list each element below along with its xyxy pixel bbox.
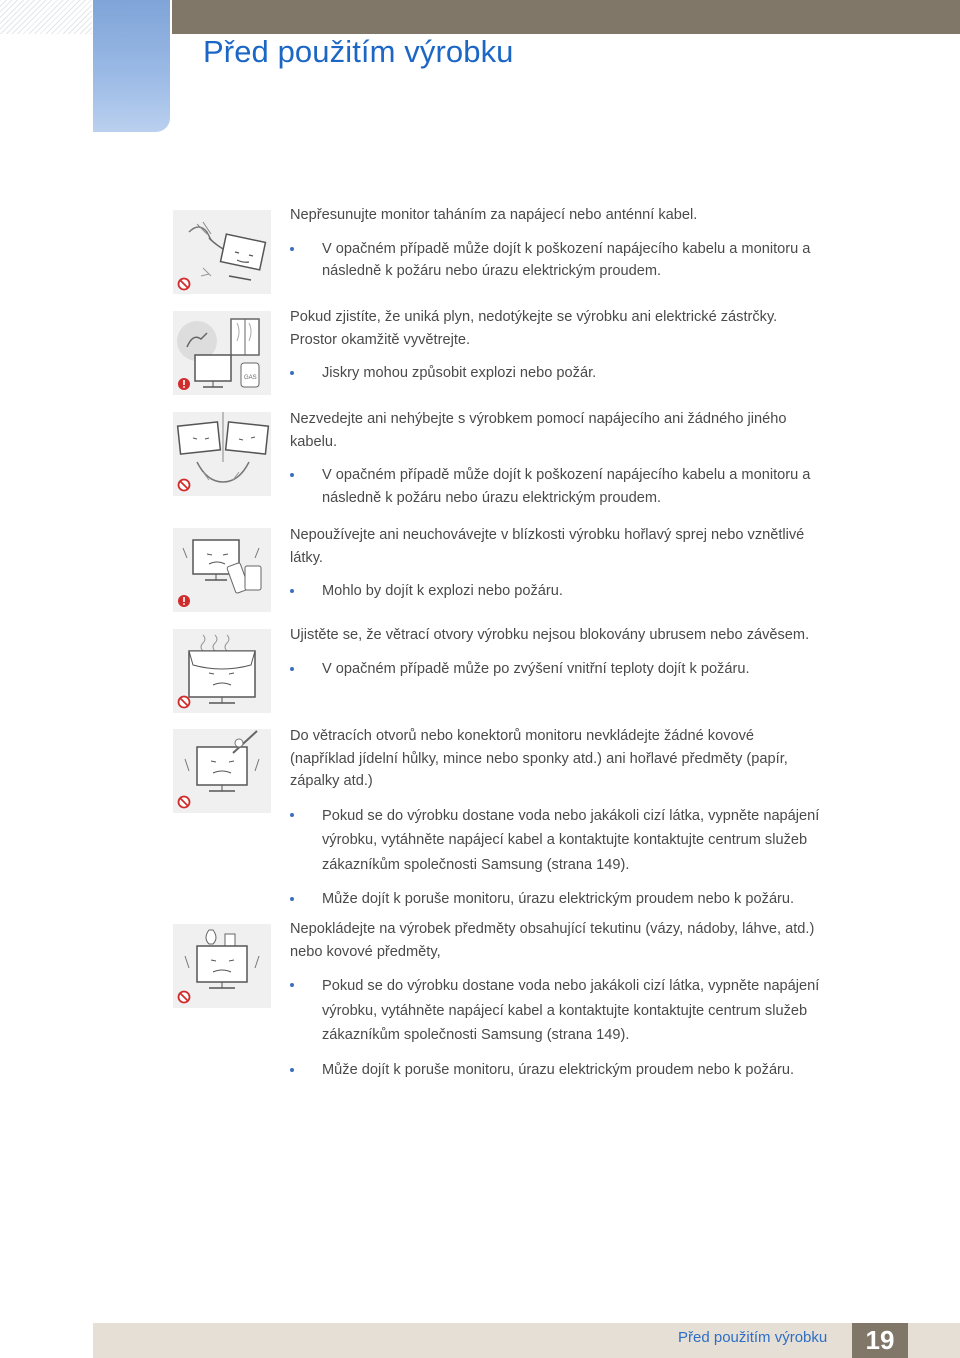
illustration-blocked-vents	[173, 629, 271, 713]
warning-icon	[177, 594, 191, 608]
header-tab	[93, 0, 170, 132]
section-5: Ujistěte se, že větrací otvory výrobku nejsou blokovány ubrusem nebo závěsem. V opačném případě může po zvýšení vnitřní teploty dojít k požáru.	[290, 624, 890, 680]
section-1: Nepřesunujte monitor taháním za napájecí nebo anténní kabel. V opačném případě může dojít k poškození napájecího kabelu a monitoru a následně k požáru nebo úrazu elektrickým proudem.	[290, 204, 890, 283]
illustration-pulling-cable	[173, 210, 271, 294]
section-6: Do větracích otvorů nebo konektorů monitoru nevkládejte žádné kovové (například jídelní hůlky, mince nebo sponky atd.) ani hořlavé předměty (papír, zápalky atd.) Pokud se do výrobku dostane voda nebo jakákoli cizí látka, vypněte napájení výrobku, vytáhněte napájecí kabel a kontaktujte kontaktujte centrum služeb zákazníkům společnosti Samsung (strana 149). Může dojít k poruše monitoru, úrazu elektrickým proudem nebo k požáru.	[290, 725, 890, 911]
section-4: Nepoužívejte ani neuchovávejte v blízkosti výrobku hořlavý sprej nebo vznětlivé látky. Mohlo by dojít k explozi nebo požáru.	[290, 524, 890, 603]
footer-section-title: Před použitím výrobku	[678, 1329, 828, 1346]
page-title: Před použitím výrobku	[203, 34, 514, 69]
prohibition-icon	[177, 795, 191, 809]
section-7: Nepokládejte na výrobek předměty obsahující tekutinu (vázy, nádoby, láhve, atd.) nebo kovové předměty, Pokud se do výrobku dostane voda nebo jakákoli cizí látka, vypněte napájení výrobku, vytáhněte napájecí kabel a kontaktujte kontaktujte centrum služeb zákazníkům společnosti Samsung (strana 149). Může dojít k poruše monitoru, úrazu elektrickým proudem nebo k požáru.	[290, 918, 890, 1081]
prohibition-icon	[177, 478, 191, 492]
section-2: Pokud zjistíte, že uniká plyn, nedotýkejte se výrobku ani elektrické zástrčky. Prostor okamžitě vyvětrejte. Jiskry mohou způsobit explozi nebo požár.	[290, 306, 890, 385]
bullet-item: V opačném případě může dojít k poškození napájecího kabelu a monitoru a následně k požáru nebo úrazu elektrickým proudem.	[290, 464, 890, 509]
bullet-item: Může dojít k poruše monitoru, úrazu elektrickým proudem nebo k požáru.	[290, 1059, 890, 1082]
illustration-lifting-by-cable	[173, 412, 271, 496]
bullet-item: Jiskry mohou způsobit explozi nebo požár.	[290, 362, 890, 385]
bullet-item: Pokud se do výrobku dostane voda nebo jakákoli cizí látka, vypněte napájení výrobku, vytáhněte napájecí kabel a kontaktujte kontaktujte centrum služeb zákazníkům společnosti Samsung (strana 149).	[290, 804, 890, 878]
top-bar	[172, 0, 960, 34]
bullet-item: Pokud se do výrobku dostane voda nebo jakákoli cizí látka, vypněte napájení výrobku, vytáhněte napájecí kabel a kontaktujte kontaktujte centrum služeb zákazníkům společnosti Samsung (strana 149).	[290, 974, 890, 1048]
corner-hatch	[0, 0, 92, 34]
warning-icon	[177, 377, 191, 391]
footer-bar	[93, 1323, 960, 1358]
prohibition-icon	[177, 695, 191, 709]
bullet-item: Může dojít k poruše monitoru, úrazu elektrickým proudem nebo k požáru.	[290, 888, 890, 911]
bullet-item: V opačném případě může po zvýšení vnitřní teploty dojít k požáru.	[290, 658, 890, 681]
illustration-inserting-objects	[173, 729, 271, 813]
section-3: Nezvedejte ani nehýbejte s výrobkem pomocí napájecího ani žádného jiného kabelu. V opačném případě může dojít k poškození napájecího kabelu a monitoru a následně k požáru nebo úrazu elektrickým proudem.	[290, 408, 890, 509]
page-number: 19	[852, 1323, 908, 1358]
illustration-liquid-on-monitor	[173, 924, 271, 1008]
illustration-gas-leak	[173, 311, 271, 395]
prohibition-icon	[177, 990, 191, 1004]
bullet-item: Mohlo by dojít k explozi nebo požáru.	[290, 580, 890, 603]
gas-can-label: GAS	[244, 375, 257, 381]
prohibition-icon	[177, 277, 191, 291]
bullet-item: V opačném případě může dojít k poškození napájecího kabelu a monitoru a následně k požáru nebo úrazu elektrickým proudem.	[290, 238, 890, 283]
illustration-flammable-spray	[173, 528, 271, 612]
